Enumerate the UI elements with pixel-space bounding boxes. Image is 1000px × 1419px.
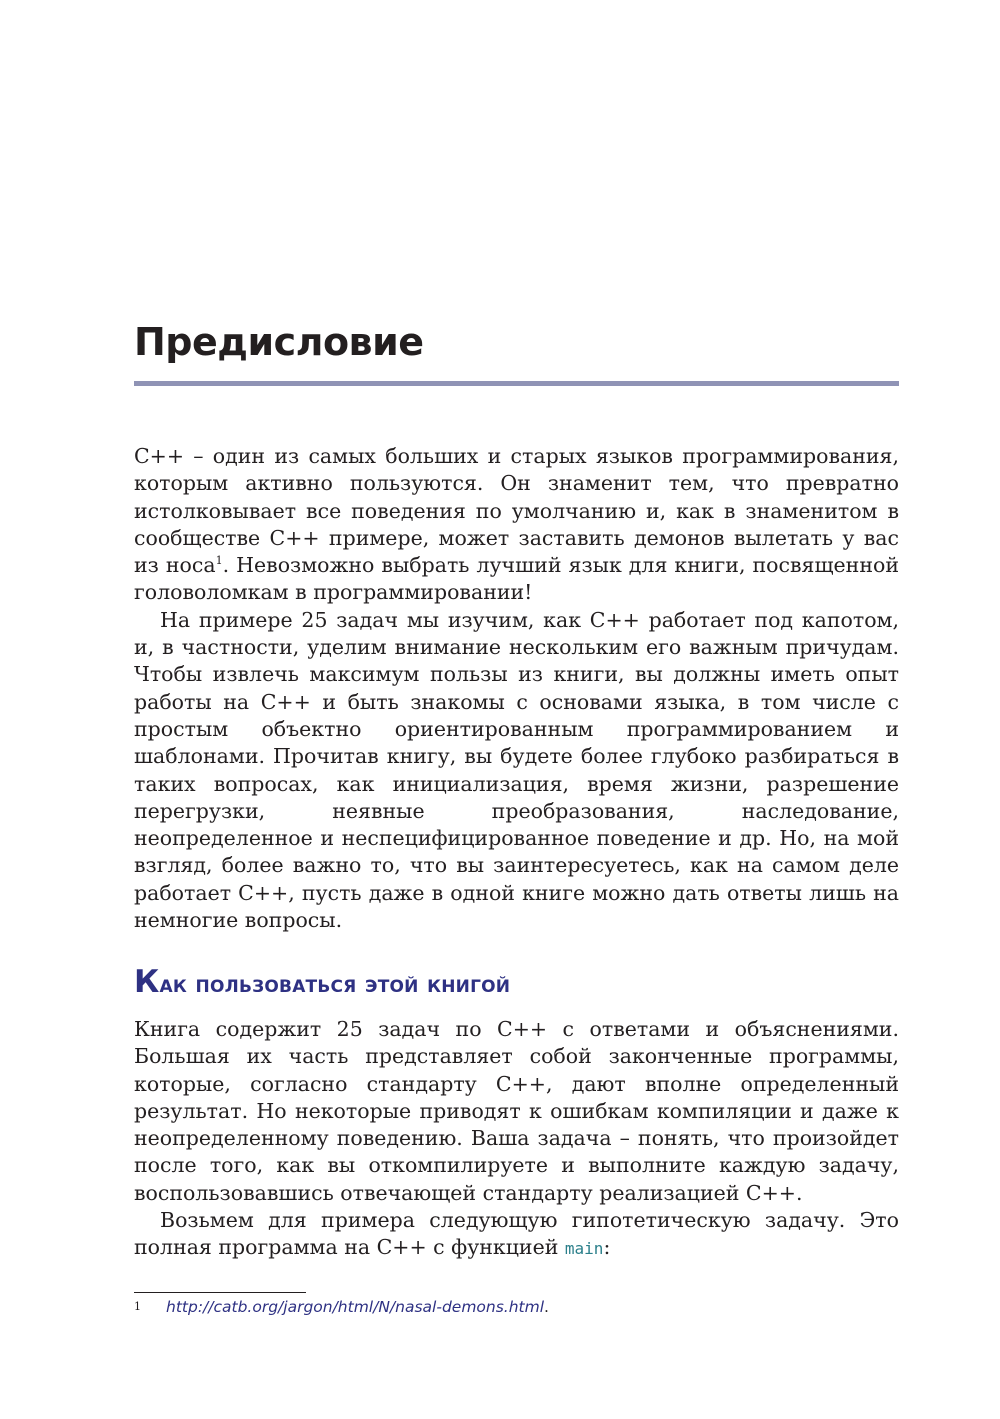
intro-paragraph-1-text: С++ – один из самых больших и старых языков программирования, которым активно пользуются. Он знаменит тем, что превратно истолковывает все поведения по умолчанию и, как в знаменитом в сообществе С++ примере, может заставить демонов вылетать у вас из носа [134, 444, 899, 578]
inline-code-main: main [564, 1239, 604, 1259]
footnote-number: 1 [134, 1300, 141, 1313]
section-paragraph-1: Книга содержит 25 задач по С++ с ответами и объяснениями. Большая их часть представляет собой законченные программы, которые, согласно стандарту С++, дают вполне определенный результат. Но некоторые приводят к ошибкам компиляции и даже к неопределенному поведению. Ваша задача – понять, что произойдет после того, как вы откомпилируете и выполните каждую задачу, воспользовавшись отвечающей стандарту реализацией С++. [134, 1017, 899, 1205]
section-paragraph-2-text: Возьмем для примера следующую гипотетическую задачу. Это полная программа на С++ с функцией [134, 1208, 899, 1260]
section-paragraph-2-tail: : [603, 1235, 611, 1260]
footnote [134, 1298, 899, 1316]
title-underline [134, 381, 899, 386]
footnote-link[interactable]: http://catb.org/jargon/html/N/nasal-demons.html [166, 1298, 545, 1316]
section-text [134, 1016, 899, 1263]
section-heading-initial: К [134, 964, 160, 1000]
section-paragraph-2 [134, 1207, 899, 1263]
section-heading-rest: ак пользоваться этой книгой [159, 970, 511, 998]
footnote-period: . [544, 1298, 549, 1316]
intro-paragraph-1 [134, 443, 899, 607]
intro-text [134, 443, 899, 934]
intro-paragraph-2: На примере 25 задач мы изучим, как С++ работает под капотом, и, в частности, уделим внимание нескольким его важным причудам. Чтобы извлечь максимум пользы из книги, вы должны иметь опыт работы на С++ и быть знакомы с основами языка, в том числе с простым объектно ориентированным программированием и шаблонами. Прочитав книгу, вы будете более глубоко разбираться в таких вопросах, как инициализация, время жизни, разрешение перегрузки, неявные преобразования, наследование, неопределенное и неспецифицированное поведение и др. Но, на мой взгляд, более важно то, что вы заинтересуетесь, как на самом деле работает С++, пусть даже в одной книге можно дать ответы лишь на немногие вопросы. [134, 607, 899, 933]
footnote-divider [134, 1292, 306, 1293]
footnote-reference[interactable]: 1 [215, 554, 223, 568]
intro-paragraph-1-tail: . Невозможно выбрать лучший язык для книги, посвященной головоломкам в программировании! [134, 553, 899, 605]
chapter-title: Предисловие [134, 320, 424, 364]
section-heading [134, 964, 510, 1000]
